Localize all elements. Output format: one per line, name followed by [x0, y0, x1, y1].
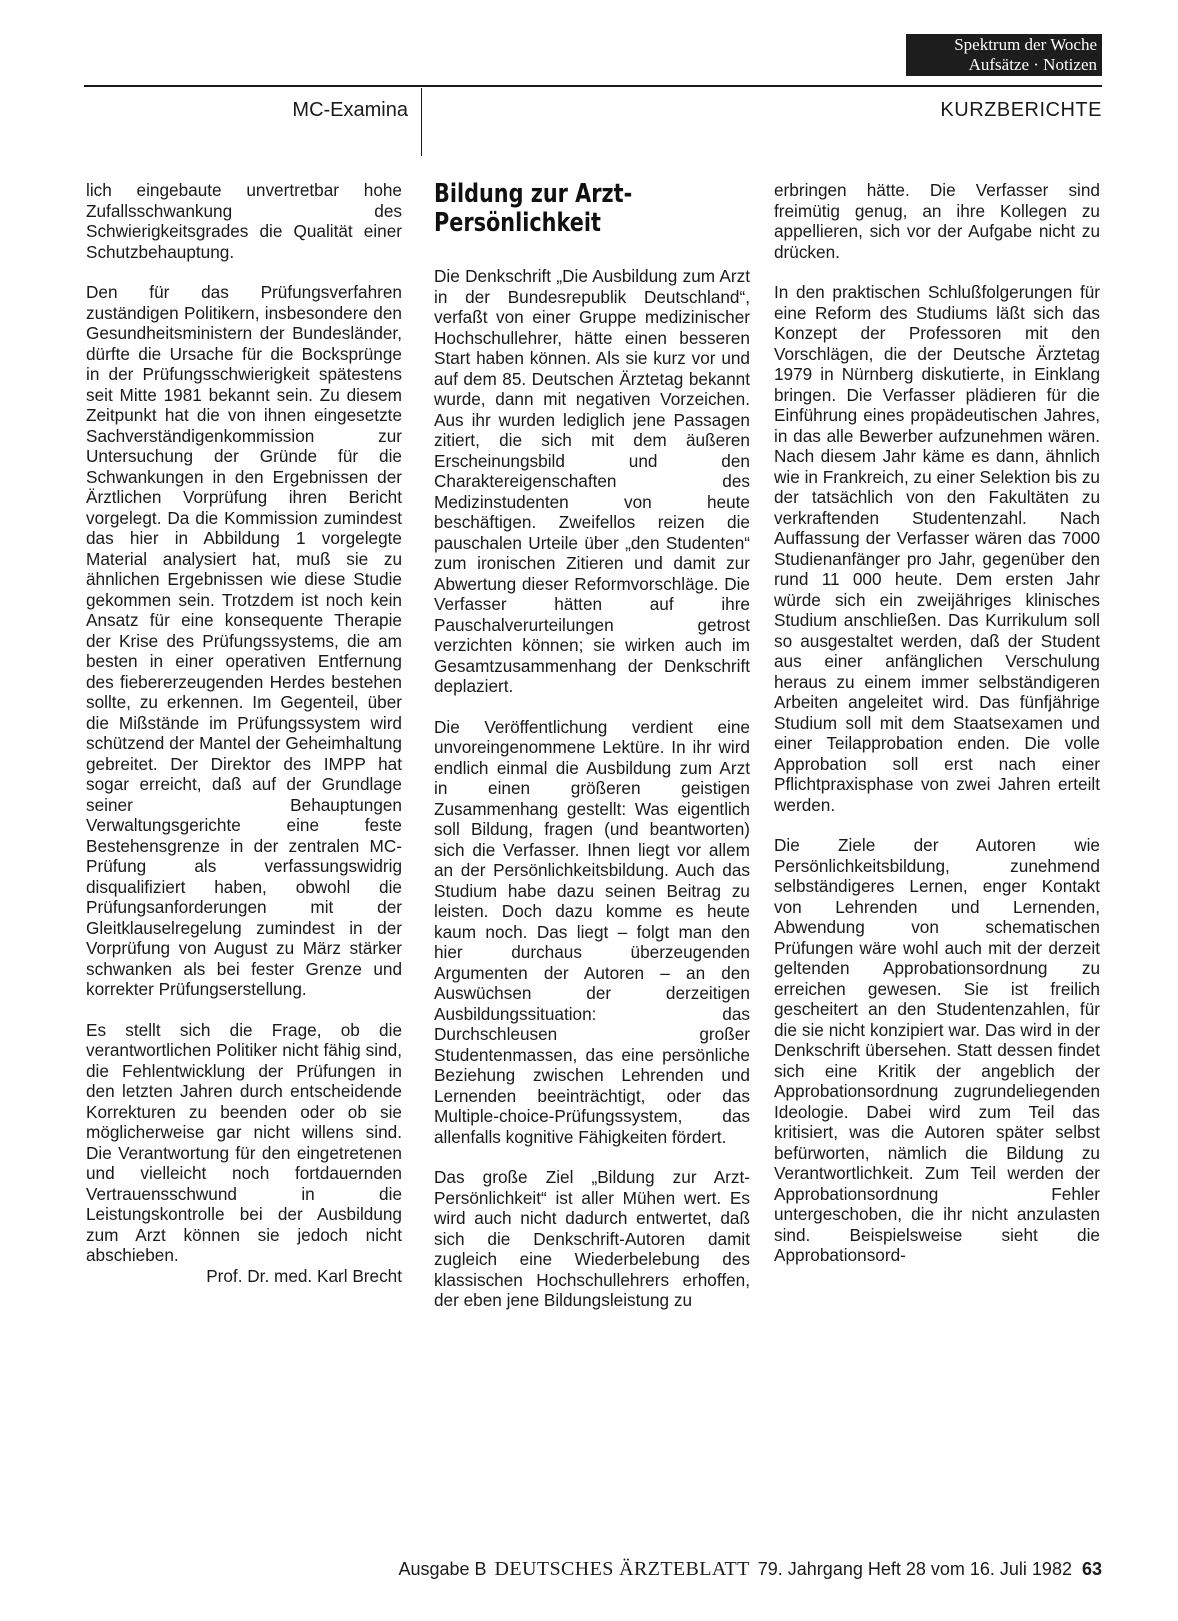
- page-footer: [398, 1558, 1102, 1581]
- column-middle: [434, 180, 750, 1331]
- page-number: 63: [1081, 1559, 1102, 1579]
- section-tag-line1: Spektrum der Woche: [954, 35, 1097, 54]
- paragraph: erbringen hätte. Die Verfasser sind freimütig genug, an ihre Kollegen zu appellieren, sich vor der Aufgabe nicht zu drücken.: [774, 180, 1100, 262]
- column-right: [774, 180, 1100, 1286]
- section-label-left: MC-Examina: [292, 99, 408, 121]
- footer-publication: DEUTSCHES ÄRZTEBLATT: [494, 1558, 750, 1580]
- paragraph: Die Ziele der Autoren wie Persönlichkeitsbildung, zunehmend selbständigeres Lernen, enger Kontakt von Lehrenden und Lernenden, Abwendung von schematischen Prüfungen wäre wohl auch mit der derzeit geltenden Approbationsordnung zu erreichen gewesen. Sie ist freilich gescheitert an den Studentenzahlen, für die sie nicht konzipiert war. Das wird in der Denkschrift übersehen. Statt dessen findet sich eine Kritik der angeblich der Approbationsordnung zugrundeliegenden Ideologie. Dabei wird zum Teil das kritisiert, was die Autoren später selbst befürworten, nämlich die Bildung zu Verantwortlichkeit. Zum Teil werden der Approbationsordnung Fehler untergeschoben, die ihr nicht anzulasten sind. Beispielsweise sieht die Approbationsord-: [774, 835, 1100, 1265]
- author-signature: Prof. Dr. med. Karl Brecht: [206, 1265, 402, 1286]
- paragraph: In den praktischen Schlußfolgerungen für eine Reform des Studiums läßt sich das Konzept der Professoren mit den Vorschlägen, die der Deutsche Ärztetag 1979 in Nürnberg diskutierte, in Einklang bringen. Die Verfasser plädieren für die Einführung eines propädeutischen Jahres, in das alle Bewerber aufzunehmen wären. Nach diesem Jahr käme es dann, ähnlich wie in Frankreich, zu einer Selektion bis zu der tatsächlich von den Fakultäten zu verkraftenden Studentenzahl. Nach Auffassung der Verfasser wären das 7000 Studienanfänger pro Jahr, gegenüber den rund 11 000 heute. Dem ersten Jahr würde sich ein zweijähriges klinisches Studium anschließen. Das Kurrikulum soll so ausgestaltet werden, daß der Student aus einer anfänglichen Verschulung heraus zu einem immer selbständigeren Arbeiten angeleitet wird. Das fünfjährige Studium soll mit dem Staatsexamen und einer Teilapprobation enden. Die volle Approbation soll erst nach einer Pflichtpraxisphase von zwei Jahren erteilt werden.: [774, 282, 1100, 815]
- paragraph: Das große Ziel „Bildung zur Arzt-Persönlichkeit“ ist aller Mühen wert. Es wird auch nicht dadurch entwertet, daß sich die Denkschrift-Autoren damit zugleich eine Wiederbelebung des klassischen Hochschullehrers erhoffen, der eben jene Bildungsleistung zu: [434, 1167, 750, 1310]
- paragraph: Es stellt sich die Frage, ob die verantwortlichen Politiker nicht fähig sind, die Fehlentwicklung der Prüfungen in den letzten Jahren durch entscheidende Korrekturen zu beenden oder ob sie möglicherweise gar nicht willens sind. Die Verantwortung für den eingetretenen und vielleicht noch fortdauernden Vertrauensschwund in die Leistungskontrolle bei der Ausbildung zum Arzt können sie jedoch nicht abschieben.: [86, 1019, 402, 1265]
- header-rule: [84, 85, 1102, 87]
- footer-edition: Ausgabe B: [398, 1559, 487, 1579]
- paragraph: lich eingebaute unvertretbar hohe Zufallsschwankung des Schwierigkeitsgrades die Qualität einer Schutzbehauptung.: [86, 180, 402, 262]
- section-tag: [906, 34, 1102, 76]
- column-left: [86, 180, 402, 1306]
- paragraph: Die Veröffentlichung verdient eine unvoreingenommene Lektüre. In ihr wird endlich einmal die Ausbildung zum Arzt in einen größeren geistigen Zusammenhang gestellt: Was eigentlich soll Bildung, fragen (und beantworten) sich die Verfasser. Ihnen liegt vor allem an der Persönlichkeitsbildung. Auch das Studium habe dazu seinen Beitrag zu leisten. Doch dazu komme es heute kaum noch. Das liegt – folgt man den hier durchaus überzeugenden Argumenten der Autoren – an den Auswüchsen der derzeitigen Ausbildungssituation: das Durchschleusen großer Studentenmassen, das eine persönliche Beziehung zwischen Lehrenden und Lernenden beeinträchtigt, oder das Multiple-choice-Prüfungssystem, das allenfalls kognitive Fähigkeiten fördert.: [434, 716, 750, 1147]
- column-divider: [421, 88, 422, 156]
- article-headline: Bildung zur Arzt-Persönlichkeit: [434, 179, 633, 238]
- section-tag-line2: Aufsätze · Notizen: [968, 55, 1097, 74]
- paragraph: Den für das Prüfungsverfahren zuständigen Politikern, insbesondere den Gesundheitsministern der Bundesländer, dürfte die Ursache für die Bocksprünge in der Prüfungsschwierigkeit spätestens seit Mitte 1981 bekannt sein. Zu diesem Zeitpunkt hat die von ihnen eingesetzte Sachverständigenkommission zur Untersuchung der Gründe für die Schwankungen in den Ergebnissen der Ärztlichen Vorprüfung ihren Bericht vorgelegt. Da die Kommission zumindest das hier in Abbildung 1 vorgelegte Material analysiert hat, muß sie zu ähnlichen Ergebnissen wie diese Studie gekommen sein. Trotzdem ist noch kein Ansatz für eine konsequente Therapie der Krise des Prüfungssystems, die am besten in einer operativen Entfernung des fiebererzeugenden Herdes bestehen sollte, zu erkennen. Im Gegenteil, über die Mißstände im Prüfungssystem wird schützend der Mantel der Geheimhaltung gebreitet. Der Direktor des IMPP hat sogar erreicht, daß auf der Grundlage seiner Behauptungen Verwaltungsgerichte eine feste Bestehensgrenze in der zentralen MC-Prüfung als verfassungswidrig disqualifiziert haben, obwohl die Prüfungsanforderungen mit der Gleitklauselregelung zumindest in der Vorprüfung von August zu März stärker schwanken als bei fester Grenze und korrekter Prüfungserstellung.: [86, 282, 402, 999]
- paragraph: Die Denkschrift „Die Ausbildung zum Arzt in der Bundesrepublik Deutschland“, verfaßt von einer Gruppe medizinischer Hochschullehrer, hätte einen besseren Start haben können. Als sie kurz vor und auf dem 85. Deutschen Ärztetag bekannt wurde, dann mit negativen Vorzeichen. Aus ihr wurden lediglich jene Passagen zitiert, die sich mit dem äußeren Erscheinungsbild und den Charaktereigenschaften des Medizinstudenten von heute beschäftigen. Zweifellos reizen die pauschalen Urteile über „den Studenten“ zum ironischen Zitieren und damit zur Abwertung dieser Reformvorschläge. Die Verfasser hätten auf ihre Pauschalverurteilungen getrost verzichten können; sie wirken auch im Gesamtzusammenhang der Denkschrift deplaziert.: [434, 266, 750, 696]
- section-label-right: KURZBERICHTE: [940, 99, 1102, 121]
- footer-issue: 79. Jahrgang Heft 28 vom 16. Juli 1982: [757, 1559, 1072, 1579]
